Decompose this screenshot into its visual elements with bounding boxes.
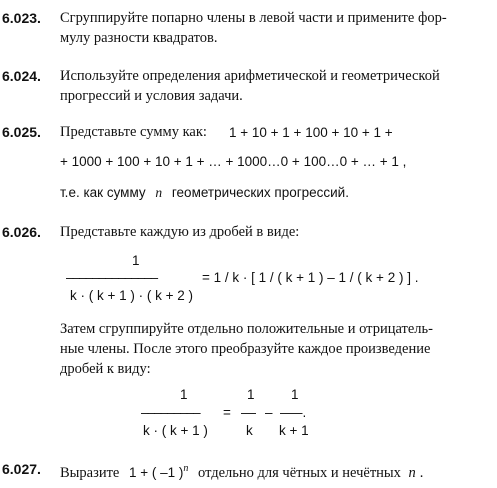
problem-number: 6.027. — [2, 461, 41, 477]
problem-text-line: ные члены. После этого преобразуйте каждое произведение — [60, 341, 431, 357]
problem-text-line: прогрессий и условия задачи. — [60, 88, 243, 104]
math-expression: + 1000 + 100 + 10 + 1 + … + 1000…0 + 100…0 + … + 1 , — [60, 154, 407, 169]
problem-text: Представьте сумму как: — [60, 124, 207, 140]
problem-text-line: дробей к виду: — [60, 361, 151, 377]
problem-text: т.е. как сумму n геометрических прогрессий. — [60, 185, 349, 200]
problem-text: Выразите 1 + ( –1 )$^n$ отдельно для чётных и нечётных n . — [60, 463, 424, 481]
problem-number: 6.025. — [2, 124, 41, 140]
problem-text-line: мулу разности квадратов. — [60, 30, 218, 46]
problem-number: 6.023. — [2, 10, 41, 26]
problem-text-line: Сгруппируйте попарно члены в левой части и примените фор- — [60, 10, 447, 26]
problem-text-line: Затем сгруппируйте отдельно положительные и отрицатель- — [60, 321, 433, 337]
math-expression: 1 + 10 + 1 + 100 + 10 + 1 + — [229, 125, 393, 140]
problem-text: Представьте каждую из дробей в виде: — [60, 224, 300, 240]
problem-text-line: Используйте определения арифметической и геометрической — [60, 68, 440, 84]
problem-number: 6.026. — [2, 224, 41, 240]
problem-number: 6.024. — [2, 68, 41, 84]
